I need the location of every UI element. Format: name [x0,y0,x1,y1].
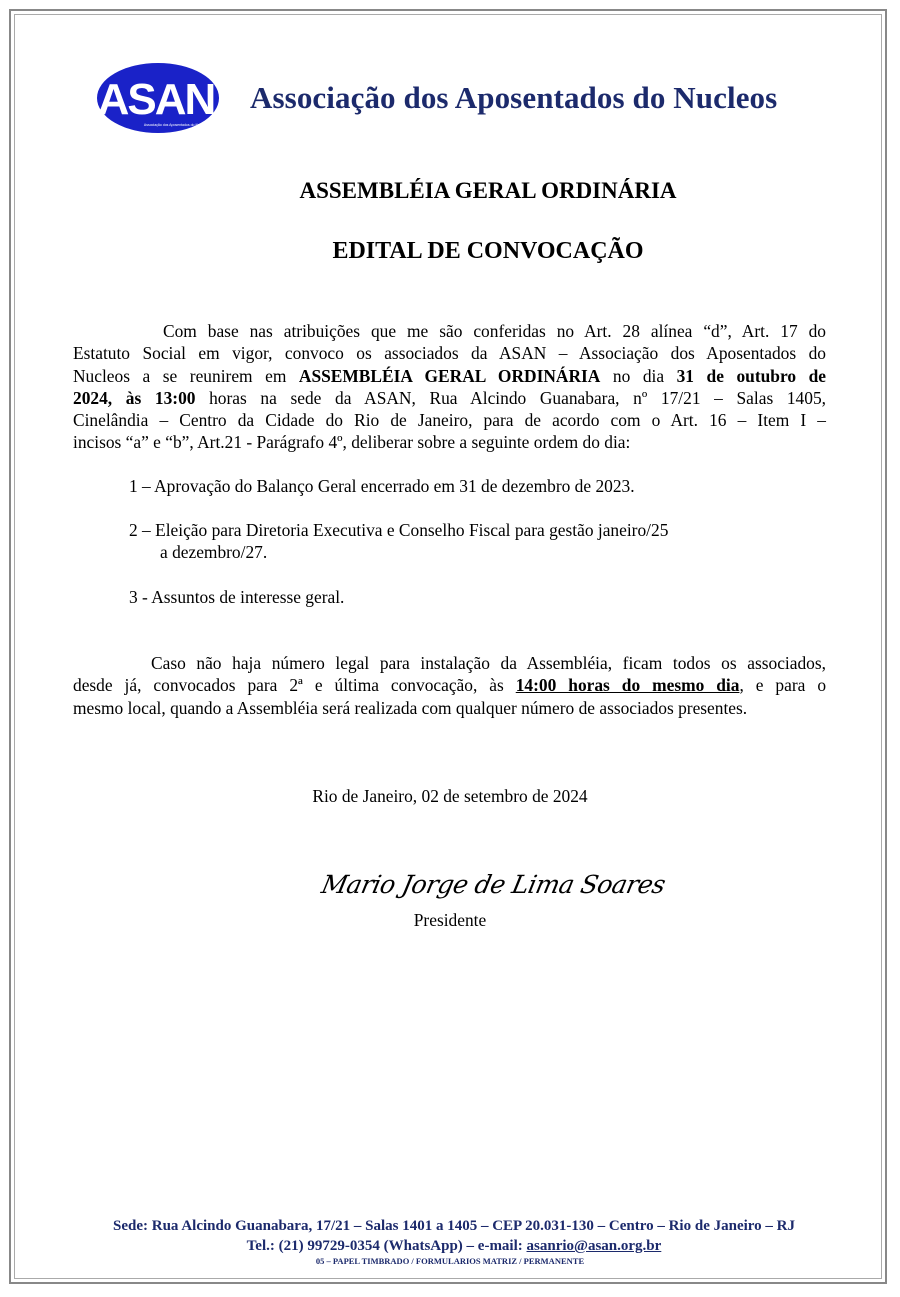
agenda-item-3: 3 - Assuntos de interesse geral. [129,587,345,607]
text-span: Caso não haja número legal para instalação da Assembléia, ficam todos os associados, [151,653,826,673]
footer-form-code: 05 – PAPEL TIMBRADO / FORMULARIOS MATRIZ / PERMANENTE [315,1256,585,1266]
logo-subtext: Associação dos Aposentados do Nucleos [143,123,209,127]
place-and-date: Rio de Janeiro, 02 de setembro de 2024 [312,786,588,806]
agenda-item-2: 2 – Eleição para Diretoria Executiva e Conselho Fiscal para gestão janeiro/25 [129,520,669,540]
paragraph-line [73,365,826,387]
text-span: no dia [600,365,677,386]
text-span: , e para o [739,675,827,696]
paragraph-line: Estatuto Social em vigor, convoco os associados da ASAN – Associação dos Aposentados do [73,343,826,364]
logo-text: ASAN [97,75,215,124]
convocation-paragraph [73,320,826,454]
assembly-title: ASSEMBLÉIA GERAL ORDINÁRIA [299,178,677,203]
text-span: horas na sede da ASAN, Rua Alcindo Guanabara, nº 17/21 – Salas 1405, [195,387,826,408]
meeting-time: 2024, às 13:00 [73,387,196,408]
bold-span: ASSEMBLÉIA GERAL ORDINÁRIA [298,365,601,386]
notice-title: EDITAL DE CONVOCAÇÃO [332,238,644,264]
paragraph-line: incisos “a” e “b”, Art.21 - Parágrafo 4º, deliberar sobre a seguinte ordem do dia: [73,432,631,453]
email-link[interactable]: asanrio@asan.org.br [526,1238,662,1254]
text-span: desde já, convocados para 2ª e última convocação, às [73,675,516,696]
organization-name: Associação dos Aposentados do Nucleos [250,80,778,115]
asan-logo [96,62,220,134]
text-span: Nucleos a se reunirem em [73,365,299,386]
agenda-item-2-continued: a dezembro/27. [160,542,268,562]
second-call-time: 14:00 horas do mesmo dia [515,675,740,696]
meeting-date: 31 de outubro de [676,365,826,386]
agenda-item-1: 1 – Aprovação do Balanço Geral encerrado em 31 de dezembro de 2023. [129,476,635,496]
footer-contact [0,1238,900,1255]
footer-phone: Tel.: (21) 99729-0354 (WhatsApp) – e-mail: [246,1238,527,1254]
paragraph-line [73,320,826,342]
footer-address: Sede: Rua Alcindo Guanabara, 17/21 – Salas 1401 a 1405 – CEP 20.031-130 – Centro – Rio de Janeiro – RJ [113,1218,795,1234]
second-call-paragraph [73,652,826,719]
paragraph-line: Cinelândia – Centro da Cidade do Rio de Janeiro, para de acordo com o Art. 16 – Item I – [73,410,826,431]
signer-role: Presidente [413,910,487,930]
paragraph-line [73,652,826,674]
text-span: Com base nas atribuições que me são conferidas no Art. 28 alínea “d”, Art. 17 do [163,321,826,341]
paragraph-line [73,674,826,696]
signature: Mario Jorge de Lima Soares [318,870,668,899]
paragraph-line: mesmo local, quando a Assembléia será realizada com qualquer número de associados presentes. [73,697,748,718]
paragraph-line [73,387,826,409]
